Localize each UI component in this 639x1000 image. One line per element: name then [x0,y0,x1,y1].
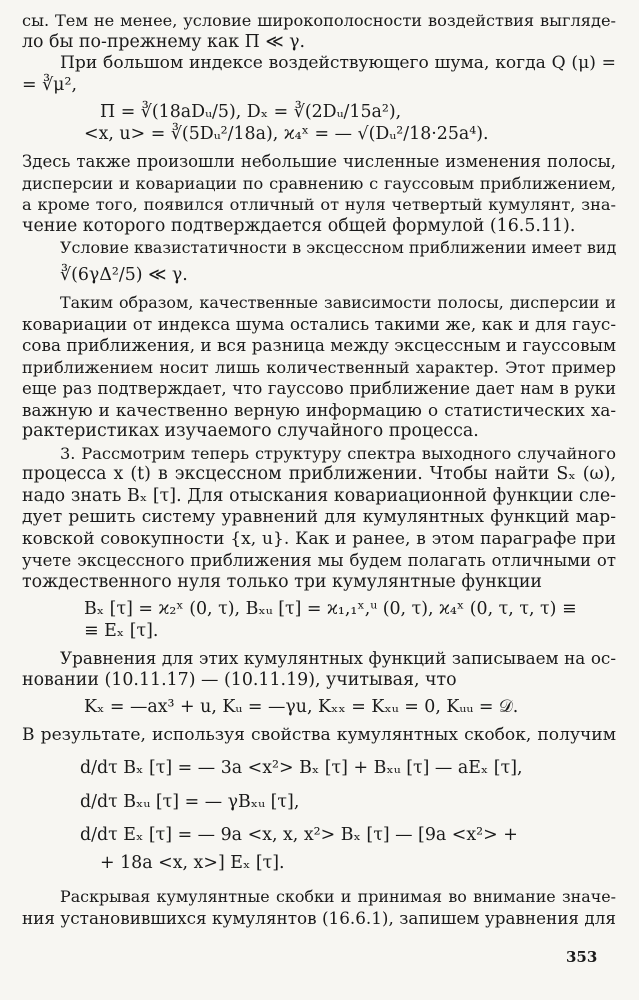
text-line: В результате, используя свойства кумулянтных скобок, получим [22,724,616,745]
text-line: еще раз подтверждает, что гауссово приближение дает нам в руки [22,379,616,398]
text-line: Таким образом, качественные зависимости полосы, дисперсии и [60,293,616,312]
text-line: тождественного нуля только три кумулянтные функции [22,571,543,592]
text-line: При большом индексе воздействующего шума, когда Q (μ) = [60,53,616,73]
formula-line: ∛(6γΔ²/5) ≪ γ. [60,264,188,285]
formula-line: Kₓ = —ax³ + u, Kᵤ = —γu, Kₓₓ = Kₓᵤ = 0, Kᵤᵤ = 𝒟. [84,697,519,717]
text-line: важную и качественно верную информацию о статистических ха- [22,399,616,420]
formula-line: Bₓ [τ] = ϰ₂ˣ (0, τ), Bₓᵤ [τ] = ϰ₁,₁ˣ,ᵘ (0, τ), ϰ₄ˣ (0, τ, τ, τ) ≡ [84,599,577,619]
text-line: Здесь также произошли небольшие численные изменения полосы, [22,152,616,171]
formula-line: ≡ Eₓ [τ]. [84,620,159,641]
page-number: 353 [566,948,598,966]
formula-line: d/dτ Bₓᵤ [τ] = — γBₓᵤ [τ], [80,791,300,812]
text-line: надо знать Bₓ [τ]. Для отыскания ковариационной функции сле- [22,485,616,506]
text-line: сы. Тем не менее, условие широкополосности воздействия выгляде- [22,11,616,30]
text-line: процесса x (t) в эксцессном приближении. Чтобы найти Sₓ (ω), [22,464,616,484]
text-line: рактеристиках изучаемого случайного процесса. [22,421,479,441]
text-line: приближением носит лишь количественный характер. Этот пример [22,357,616,377]
page-body [22,10,616,929]
text-line: сова приближения, и вся разница между эксцессным и гауссовым [22,335,616,355]
text-line: а кроме того, появился отличный от нуля четвертый кумулянт, зна- [22,195,616,214]
formula-line: <x, u> = ∛(5Dᵤ²/18a), ϰ₄ˣ = — √(Dᵤ²/18·25a⁴). [84,123,489,144]
text-line: Условие квазистатичности в эксцессном приближении имеет вид [60,238,617,257]
formula-line: d/dτ Bₓ [τ] = — 3a <x²> Bₓ [τ] + Bₓᵤ [τ] — aEₓ [τ], [80,758,523,778]
text-line: 3. Рассмотрим теперь структуру спектра выходного случайного [60,443,616,463]
text-line: дует решить систему уравнений для кумулянтных функций мар- [22,507,616,527]
text-line: = ∛μ², [22,74,77,95]
text-line: учете эксцессного приближения мы будем полагать отличными от [22,551,616,570]
text-line: Уравнения для этих кумулянтных функций записываем на ос- [60,648,616,668]
text-line: Раскрывая кумулянтные скобки и принимая во внимание значе- [60,887,616,906]
text-line: дисперсии и ковариации по сравнению с гауссовым приближением, [22,173,616,193]
text-line: ковариации от индекса шума остались такими же, как и для гаус- [22,313,616,334]
text-line: ния установившихся кумулянтов (16.6.1), запишем уравнения для [22,907,616,928]
text-line: чение которого подтверждается общей формулой (16.5.11). [22,215,576,236]
formula-line: d/dτ Eₓ [τ] = — 9a <x, x, x²> Bₓ [τ] — [9a <x²> + [80,825,518,845]
text-line: ковской совокупности {x, u}. Как и ранее, в этом параграфе при [22,528,616,549]
formula-line: Π = ∛(18aDᵤ/5), Dₓ = ∛(2Dᵤ/15a²), [100,102,402,122]
text-line: новании (10.11.17) — (10.11.19), учитывая, что [22,669,457,690]
formula-line: + 18a <x, x>] Eₓ [τ]. [100,852,285,873]
text-line: ло бы по-прежнему как Π ≪ γ. [22,31,305,52]
